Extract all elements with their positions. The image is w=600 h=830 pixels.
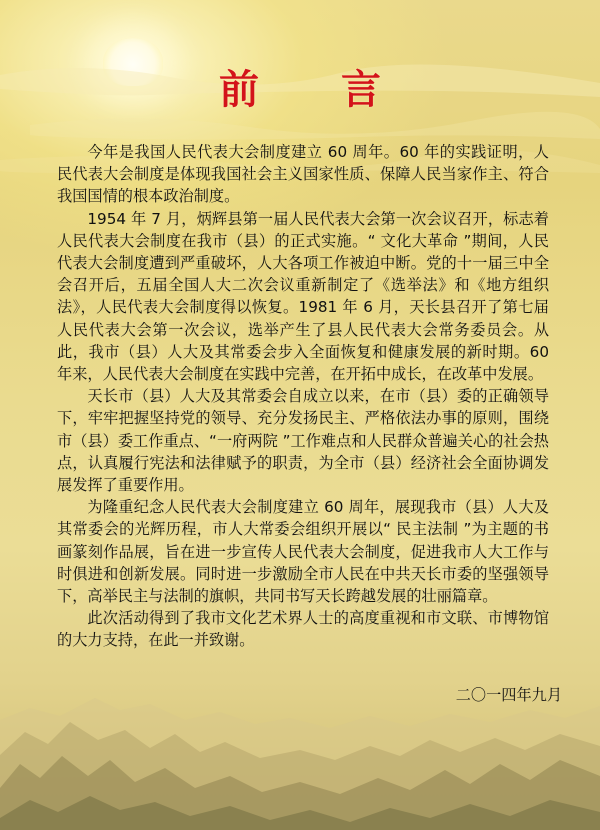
preface-body — [57, 141, 549, 652]
paragraph-3: 天长市（县）人大及其常委会自成立以来，在市（县）委的正确领导下，牢牢把握坚持党的领导、充分发扬民主、严格依法办事的原则，围绕市（县）委工作重点、“一府两院 ”工作难点和人民群众普遍关心的社会热点，认真履行宪法和法律赋予的职责，为全市（县）经济社会全面协调发展发挥了重要作用。 — [57, 387, 549, 495]
page-title: 前 言 — [219, 67, 415, 113]
paragraph-5: 此次活动得到了我市文化艺术界人士的高度重视和市文联、市博物馆的大力支持，在此一并致谢。 — [57, 609, 549, 650]
paragraph-1: 今年是我国人民代表大会制度建立 60 周年。60 年的实践证明，人民代表大会制度是体现我国社会主义国家性质、保障人民当家作主、符合我国国情的根本政治制度。 — [57, 143, 549, 206]
paragraph-4: 为隆重纪念人民代表大会制度建立 60 周年，展现我市（县）人大及其常委会的光辉历程，市人大常委会组织开展以“ 民主法制 ”为主题的书画篆刻作品展，旨在进一步宣传人民代表大会制度，促进我市人大工作与时俱进和创新发展。同时进一步激励全市人民在中共天长市委的坚强领导下，高举民主与法制的旗帜，共同书写天长跨越发展的壮丽篇章。 — [57, 498, 549, 606]
paragraph-2: 1954 年 7 月，炳辉县第一届人民代表大会第一次会议召开，标志着人民代表大会制度在我市（县）的正式实施。“ 文化大革命 ”期间，人民代表大会制度遭到严重破坏，人大各项工作被迫中断。党的十一届三中全会召开后，五届全国人大二次会议重新制定了《选举法》和《地方组织法》，人民代表大会制度得以恢复。1981 年 6 月，天长县召开了第七届人民代表大会第一次会议，选举产生了县人民代表大会常务委员会。从此，我市（县）人大及其常委会步入全面恢复和健康发展的新时期。60 年来，人民代表大会制度在实践中完善，在开拓中成长，在改革中发展。 — [57, 209, 549, 384]
date-signature: 二〇一四年九月 — [455, 686, 562, 704]
